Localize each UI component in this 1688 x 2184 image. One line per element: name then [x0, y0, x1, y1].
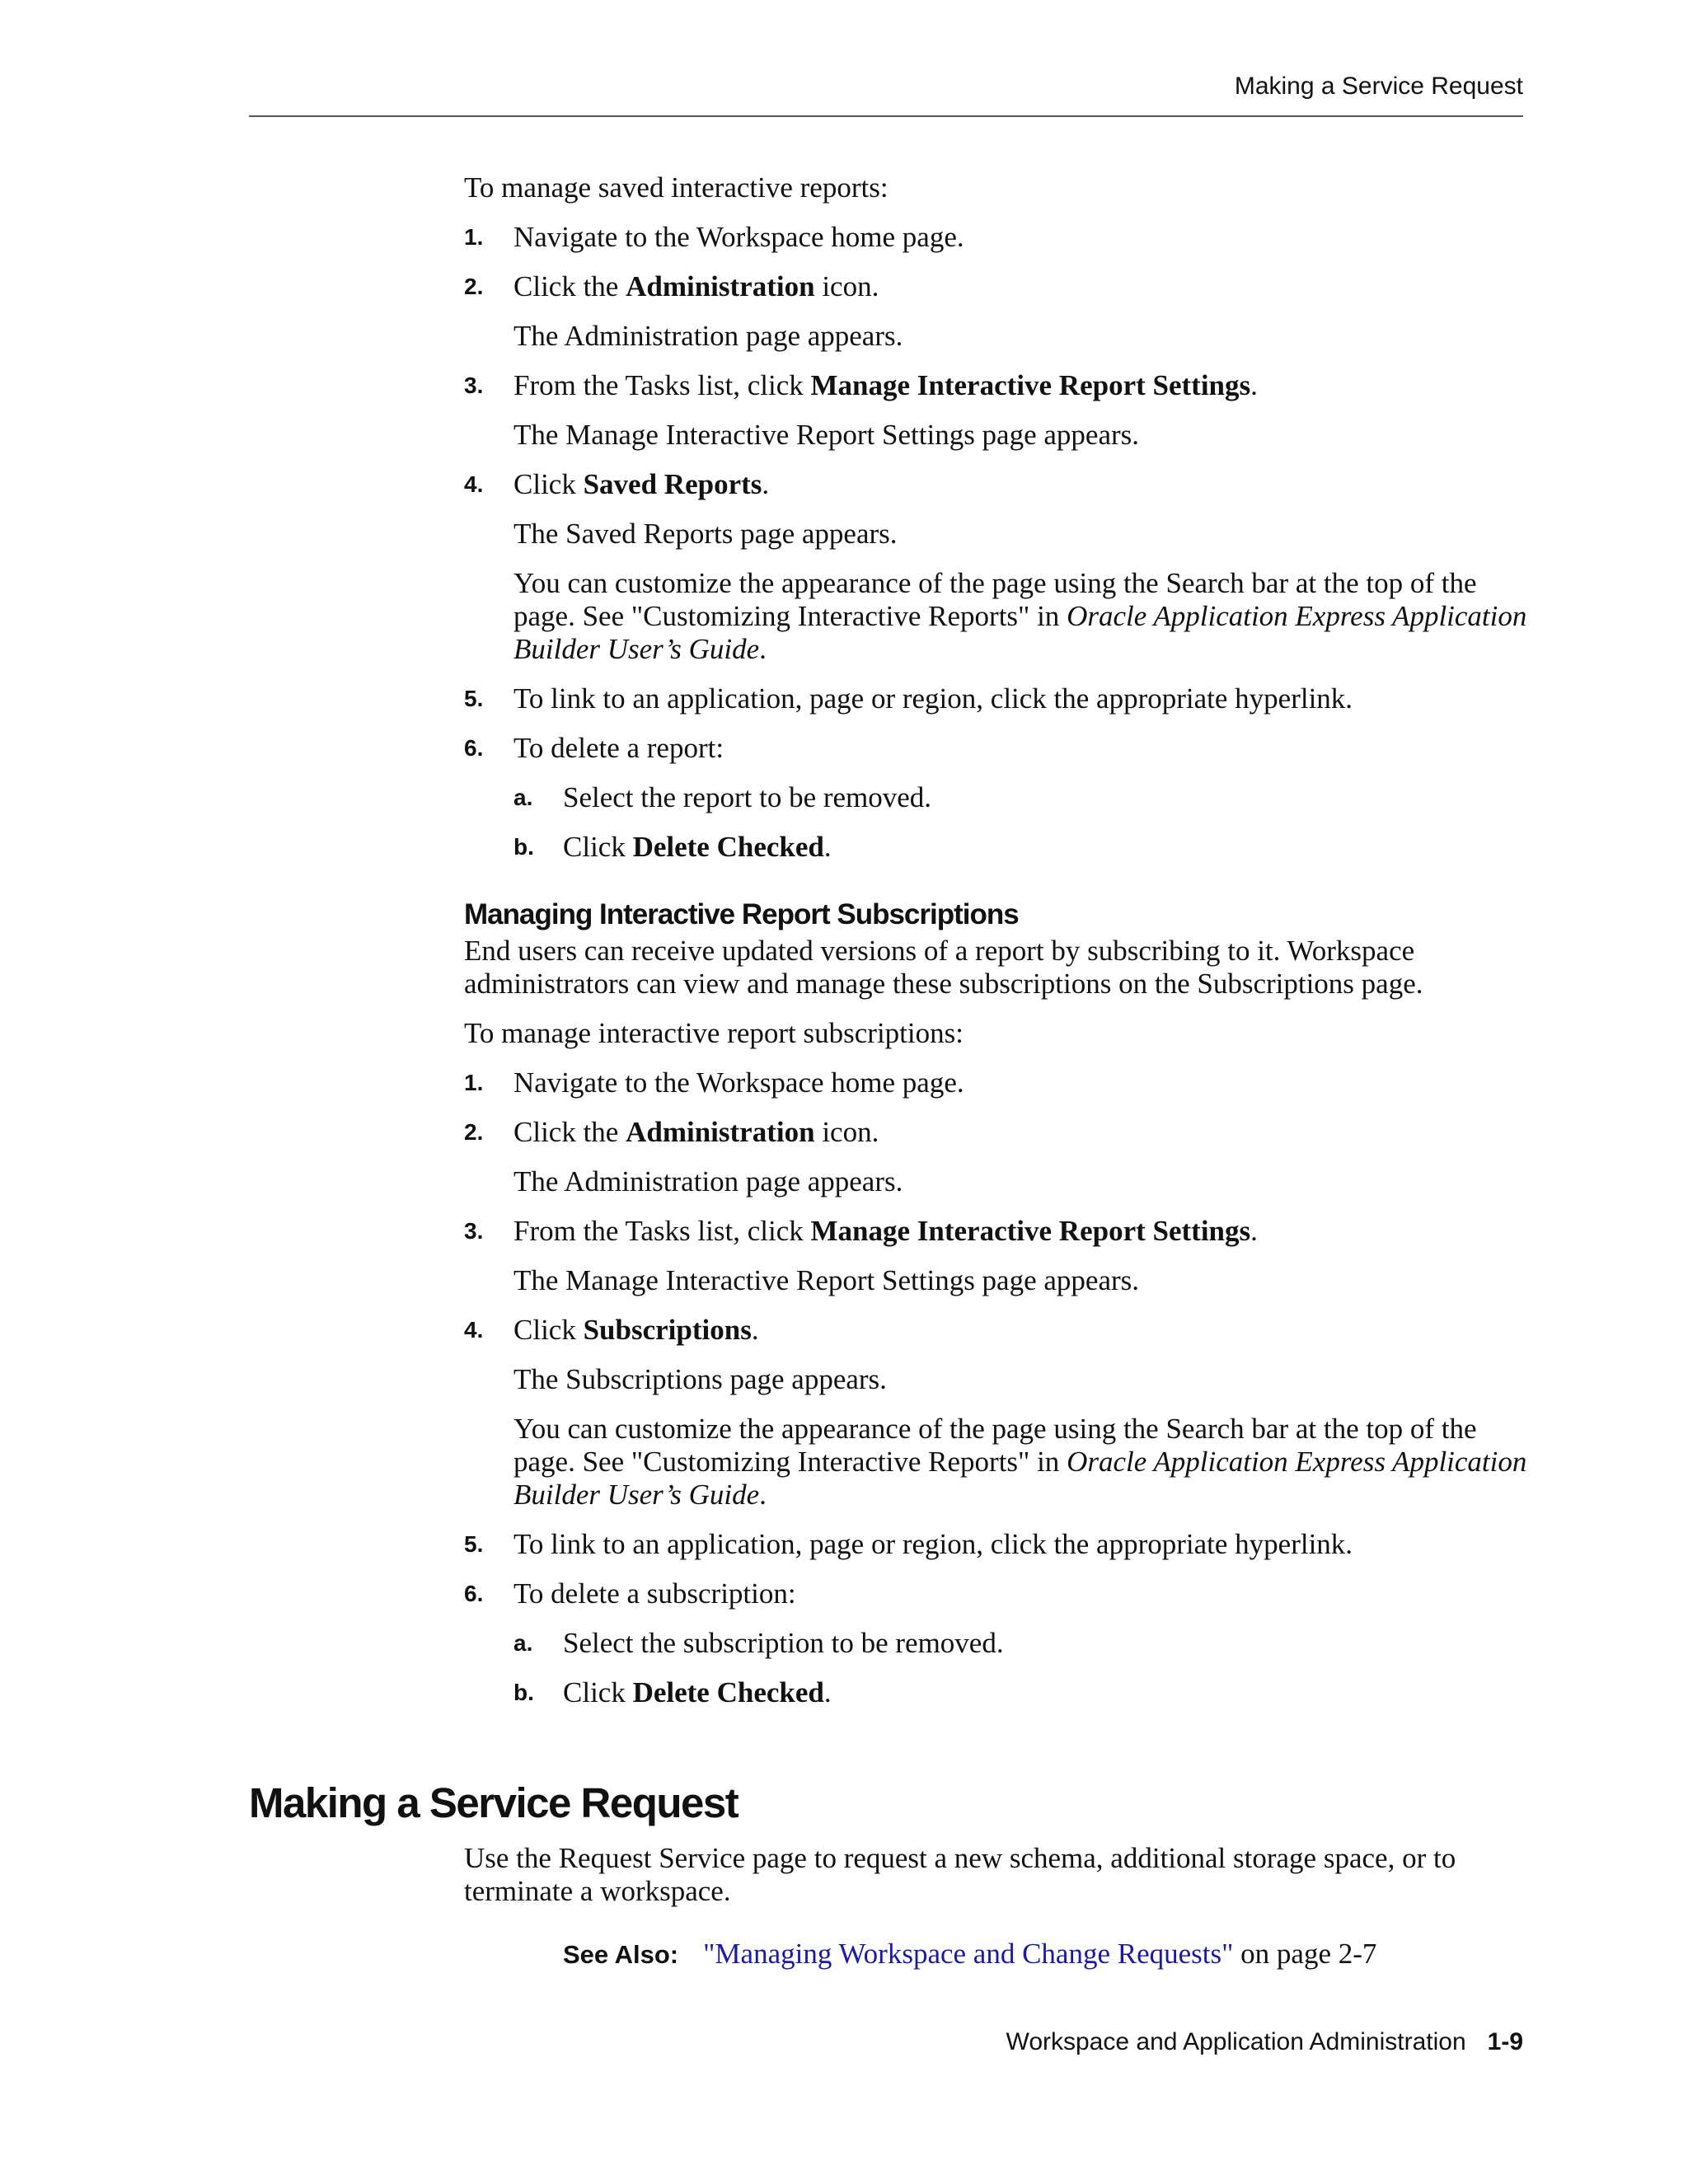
step-number: 3. [464, 1218, 484, 1244]
see-also-label: See Also: [563, 1940, 679, 1969]
page-footer [249, 2028, 1523, 2056]
step-paragraph: You can customize the appearance of the page using the Search bar at the top of the page. See "Customizing Interactive Reports" in Oracle Application Express Application Builder User’s Guide. [513, 567, 1527, 665]
step-letter: b. [513, 1680, 534, 1705]
list-item: 4. Click Subscriptions. [464, 1314, 759, 1346]
book-title: Oracle Application Express Application Builder User’s Guide [513, 600, 1527, 665]
step-note: The Administration page appears. [513, 1165, 903, 1197]
saved-intro: To manage saved interactive reports: [464, 171, 889, 204]
list-item: 3. From the Tasks list, click Manage Interactive Report Settings. [464, 1215, 1258, 1247]
sub-list-item: b. Click Delete Checked. [513, 1676, 832, 1708]
step-note: The Manage Interactive Report Settings page appears. [513, 1264, 1140, 1296]
step-number: 6. [464, 735, 484, 761]
list-item: 1. Navigate to the Workspace home page. [464, 1066, 964, 1099]
step-note: The Administration page appears. [513, 320, 903, 352]
page-number: 1-9 [1487, 2028, 1523, 2055]
service-request-section [464, 1842, 1527, 1908]
sub-list-item: b. Click Delete Checked. [513, 831, 832, 863]
header-rule [249, 115, 1523, 117]
step-letter: a. [513, 1630, 533, 1656]
sub-list-item: a. Select the report to be removed. [513, 781, 932, 813]
list-item: 2. Click the Administration icon. [464, 270, 879, 302]
step-number: 6. [464, 1581, 484, 1606]
list-item: 3. From the Tasks list, click Manage Interactive Report Settings. [464, 369, 1258, 401]
step-note: The Manage Interactive Report Settings page appears. [513, 419, 1140, 451]
subscriptions-heading: Managing Interactive Report Subscriptions [464, 898, 1019, 930]
service-request-heading: Making a Service Request [249, 1779, 738, 1826]
list-item: 5. To link to an application, page or region, click the appropriate hyperlink. [464, 1528, 1353, 1560]
step-number: 1. [464, 224, 484, 250]
see-also [563, 1938, 1376, 1971]
list-item: 2. Click the Administration icon. [464, 1116, 879, 1148]
see-also-link[interactable]: "Managing Workspace and Change Requests" [703, 1938, 1234, 1970]
service-request-paragraph: Use the Request Service page to request a new schema, additional storage space, or to terminate a workspace. [464, 1842, 1456, 1907]
list-item: 1. Navigate to the Workspace home page. [464, 221, 964, 253]
step-number: 4. [464, 471, 484, 497]
step-number: 5. [464, 686, 484, 711]
main-content [464, 171, 1527, 1726]
see-also-page-ref: on page 2-7 [1233, 1938, 1377, 1970]
list-item: 6. To delete a report: [464, 732, 724, 764]
step-note: The Saved Reports page appears. [513, 518, 898, 550]
subscriptions-paragraph: End users can receive updated versions of a report by subscribing to it. Workspace administrators can view and manage these subscriptions on the Subscriptions page. [464, 935, 1423, 1000]
step-letter: a. [513, 785, 533, 810]
list-item: 4. Click Saved Reports. [464, 468, 770, 500]
subscriptions-intro: To manage interactive report subscriptions: [464, 1017, 964, 1049]
book-title: Oracle Application Express Application Builder User’s Guide [513, 1446, 1527, 1511]
list-item: 5. To link to an application, page or region, click the appropriate hyperlink. [464, 682, 1353, 715]
step-number: 4. [464, 1317, 484, 1343]
step-number: 3. [464, 373, 484, 398]
step-letter: b. [513, 834, 534, 860]
step-number: 2. [464, 274, 484, 299]
step-paragraph: You can customize the appearance of the page using the Search bar at the top of the page. See "Customizing Interactive Reports" in Oracle Application Express Application Builder User’s Guide. [513, 1413, 1527, 1511]
footer-title: Workspace and Application Administration [1006, 2028, 1466, 2055]
running-header: Making a Service Request [1234, 73, 1523, 100]
step-number: 5. [464, 1531, 484, 1557]
step-number: 2. [464, 1119, 484, 1145]
list-item: 6. To delete a subscription: [464, 1577, 796, 1610]
step-note: The Subscriptions page appears. [513, 1363, 887, 1395]
sub-list-item: a. Select the subscription to be removed. [513, 1627, 1004, 1659]
step-number: 1. [464, 1070, 484, 1095]
